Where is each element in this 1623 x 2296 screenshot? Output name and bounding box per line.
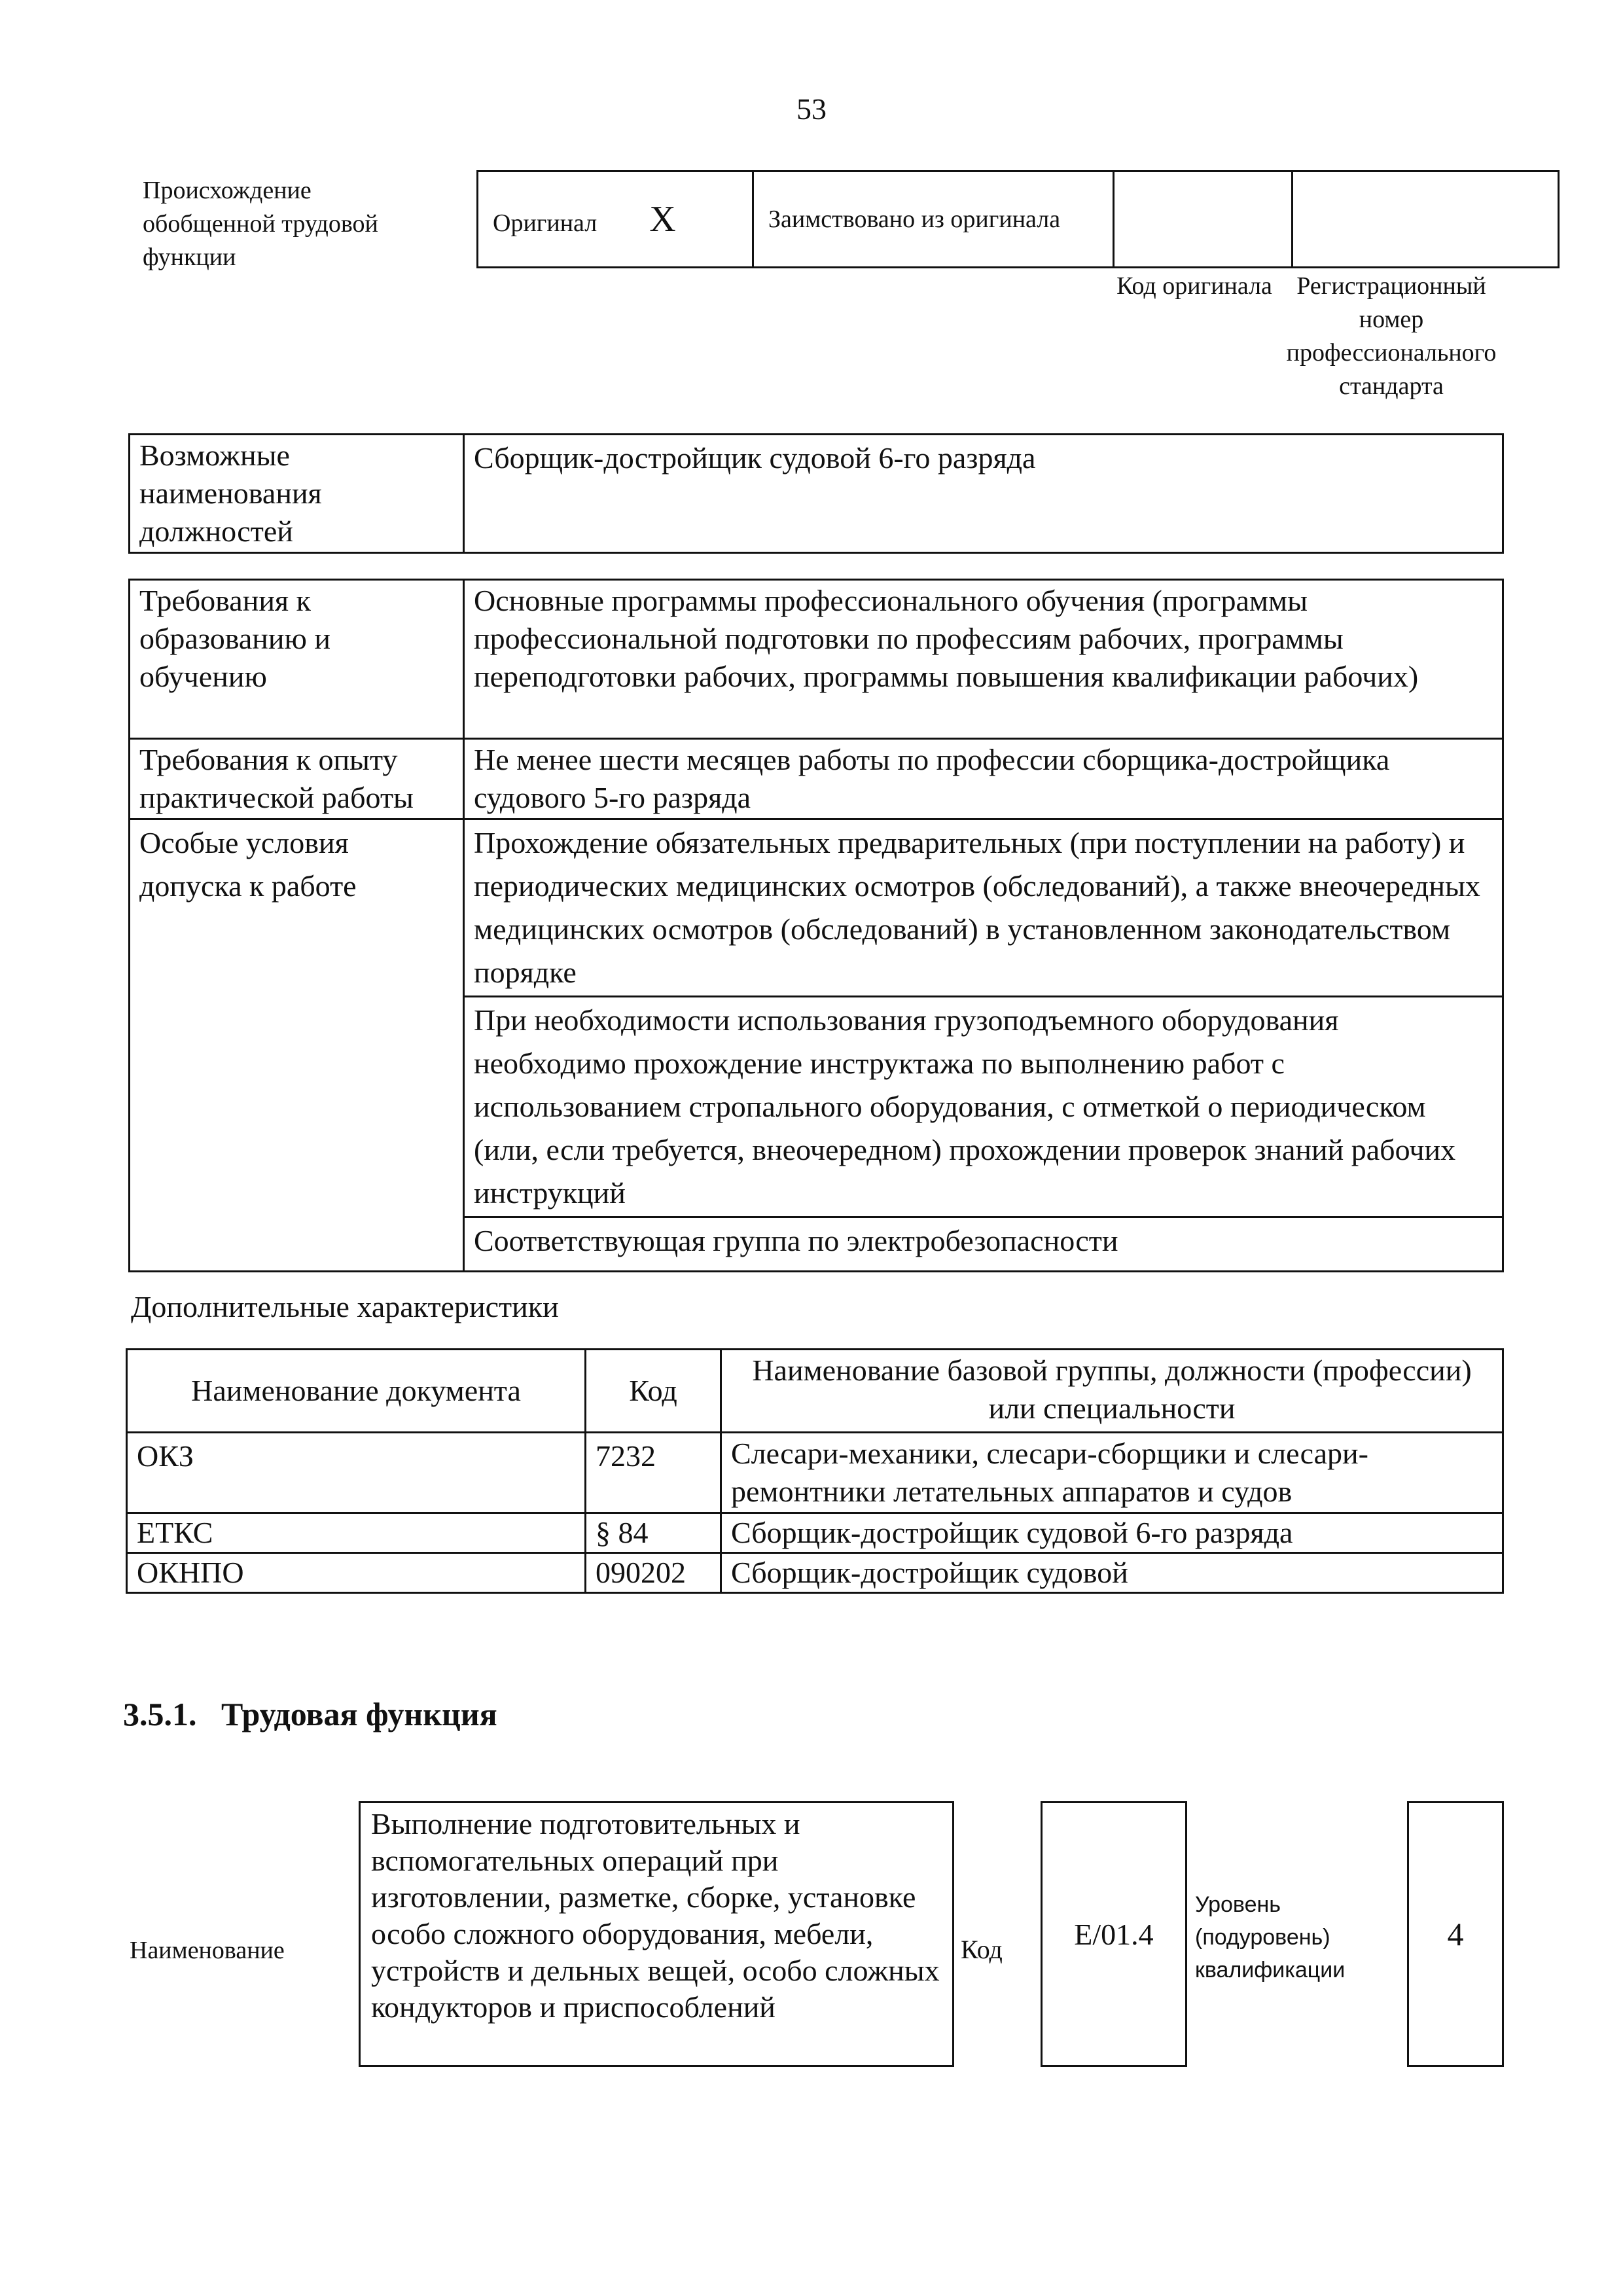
function-code-label: Код	[961, 1935, 1003, 1964]
origin-mark: X	[649, 199, 676, 240]
table-row	[127, 1433, 1503, 1513]
additional-table	[126, 1348, 1504, 1594]
conditions-electrical: Соответствующая группа по электробезопасности	[464, 1217, 1503, 1272]
origin-code-caption: Код оригинала	[1116, 272, 1272, 300]
function-name-label: Наименование	[130, 1937, 285, 1964]
section-heading: Трудовая функция	[221, 1696, 497, 1732]
additional-caption: Дополнительные характеристики	[131, 1290, 559, 1323]
table-row	[127, 1553, 1503, 1593]
education-label: Требования к образованию и обучению	[130, 580, 464, 739]
row-code: 7232	[586, 1433, 721, 1513]
row-name: Слесари-механики, слесари-сборщики и слесари-ремонтники летательных аппаратов и судов	[721, 1433, 1503, 1513]
section-number: 3.5.1.	[123, 1696, 197, 1732]
header-name: Наименование базовой группы, должности (профессии) или специальности	[721, 1350, 1503, 1433]
section-title	[123, 1695, 497, 1733]
education-value: Основные программы профессионального обучения (программы профессиональной подготовки по профессиям рабочих, программы переподготовки рабочих, программы повышения квалификации рабочих)	[464, 580, 1503, 739]
row-doc: ОКНПО	[127, 1553, 586, 1593]
header-code: Код	[586, 1350, 721, 1433]
function-name-value: Выполнение подготовительных и вспомогательных операций при изготовлении, разметке, сборке, установке особо сложного оборудования, мебели, устройств и дельных вещей, особо сложных кондукторов и приспособлений	[359, 1801, 954, 2067]
origin-original-cell	[478, 171, 753, 268]
requirements-table	[128, 579, 1504, 1272]
row-doc: ОКЗ	[127, 1433, 586, 1513]
conditions-medical: Прохождение обязательных предварительных (при поступлении на работу) и периодических медицинских осмотров (обследований), а также внеочередных медицинских осмотров (обследований) в установленном законодательством порядке	[464, 819, 1503, 997]
header-document: Наименование документа	[127, 1350, 586, 1433]
row-name: Сборщик-достройщик судовой 6-го разряда	[721, 1513, 1503, 1553]
function-code-value: E/01.4	[1041, 1801, 1187, 2067]
row-name: Сборщик-достройщик судовой	[721, 1553, 1503, 1593]
positions-table	[128, 433, 1504, 554]
positions-value: Сборщик-достройщик судовой 6-го разряда	[464, 435, 1503, 553]
experience-label: Требования к опыту практической работы	[130, 739, 464, 819]
origin-table	[476, 170, 1560, 268]
row-code: § 84	[586, 1513, 721, 1553]
function-level-value: 4	[1407, 1801, 1504, 2067]
conditions-lifting: При необходимости использования грузоподъемного оборудования необходимо прохождение инструктажа по выполнению работ с использованием стропального оборудования, с отметкой о периодическом (или, если требуется, внеочередном) прохождении проверок знаний рабочих инструкций	[464, 997, 1503, 1217]
origin-reg-caption: Регистрационный номер профессионального стандарта	[1286, 272, 1497, 400]
origin-reg-cell	[1293, 171, 1559, 268]
origin-borrowed: Заимствовано из оригинала	[753, 171, 1114, 268]
row-code: 090202	[586, 1553, 721, 1593]
origin-code-cell	[1114, 171, 1293, 268]
experience-value: Не менее шести месяцев работы по профессии сборщика-достройщика судового 5-го разряда	[464, 739, 1503, 819]
positions-label: Возможные наименования должностей	[130, 435, 464, 553]
row-doc: ЕТКС	[127, 1513, 586, 1553]
table-row	[127, 1513, 1503, 1553]
origin-original: Оригинал	[493, 209, 597, 237]
function-level-label: Уровень (подуровень) квалификации	[1195, 1892, 1346, 1982]
conditions-label: Особые условия допуска к работе	[130, 819, 464, 1272]
page-number: 53	[796, 92, 827, 126]
origin-label: Происхождение обобщенной трудовой функции	[143, 177, 378, 271]
